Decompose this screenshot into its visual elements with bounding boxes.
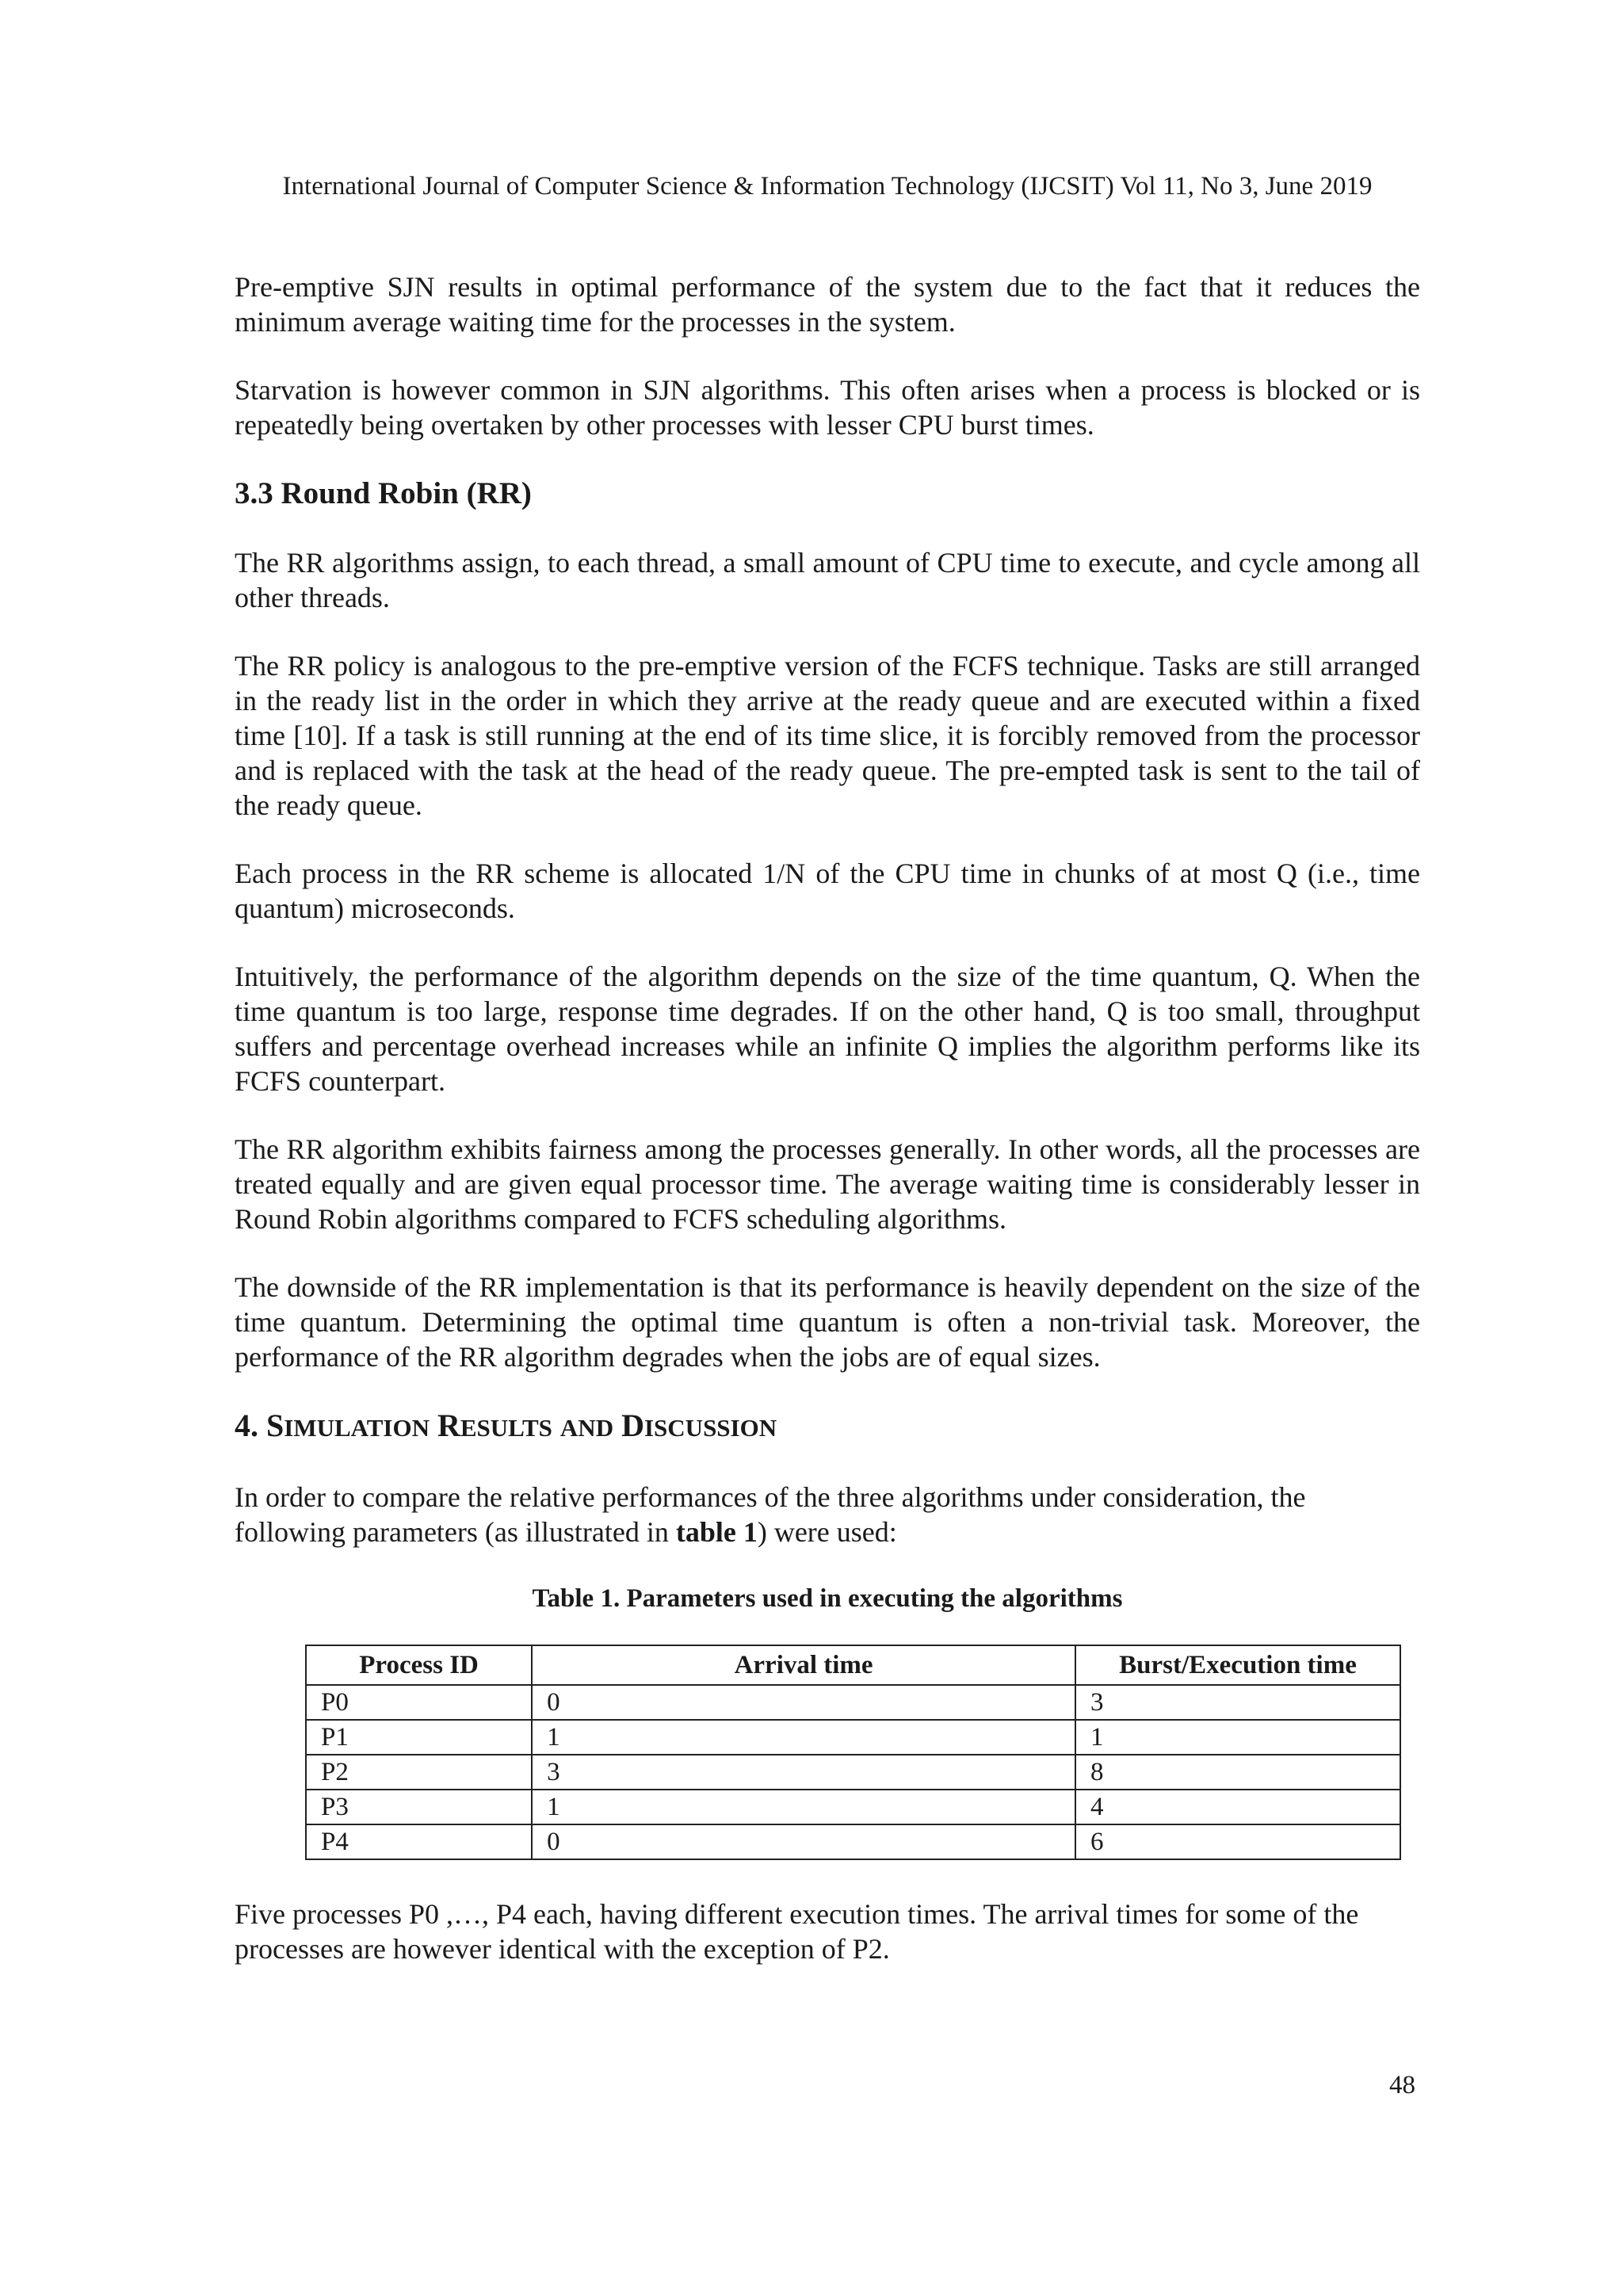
paragraph-rr-intro: The RR algorithms assign, to each thread, a small amount of CPU time to execute, and cycle among all other threads. [235,547,1420,613]
paragraph-text-before: In order to compare the relative performances of the three algorithms under consideration, the following parameters (as illustrated in [235,1481,1306,1548]
cell-process-id: P4 [306,1824,532,1859]
page-number: 48 [1389,2071,1415,2099]
heading-word-and: AND [559,1414,614,1442]
table-header-row [306,1645,1400,1685]
cell-arrival-time: 1 [532,1790,1075,1824]
heading-initial-s: S [266,1408,285,1443]
paragraph-text-after: ) were used: [757,1516,897,1548]
cell-arrival-time: 0 [532,1824,1075,1859]
running-header: International Journal of Computer Science & Information Technology (IJCSIT) Vol 11, No 3, June 2019 [282,172,1373,201]
cell-process-id: P2 [306,1755,532,1790]
table-row [306,1720,1400,1755]
heading-initial-r: R [437,1408,460,1443]
cell-process-id: P3 [306,1790,532,1824]
cell-arrival-time: 3 [532,1755,1075,1790]
cell-burst-time: 4 [1075,1790,1400,1824]
cell-arrival-time: 1 [532,1720,1075,1755]
cell-process-id: P0 [306,1685,532,1720]
section-number: 4. [235,1408,266,1443]
paragraph-rr-quantum: Intuitively, the performance of the algorithm depends on the size of the time quantum, Q. When the time quantum is too large, response time degrades. If on the other hand, Q is too small, throughput suffers and percentage overhead increases while an infinite Q implies the algorithm performs like its FCFS counterpart. [235,961,1420,1097]
header-process-id: Process ID [306,1645,532,1685]
paragraph-rr-allocation: Each process in the RR scheme is allocated 1/N of the CPU time in chunks of at most Q (i.e., time quantum) microseconds. [235,858,1420,924]
table-reference: table 1 [675,1516,758,1548]
page-content [235,269,1420,2000]
paragraph-sjn-optimal: Pre-emptive SJN results in optimal performance of the system due to the fact that it reduces the minimum average waiting time for the processes in the system. [235,271,1420,338]
cell-arrival-time: 0 [532,1685,1075,1720]
header-burst-time: Burst/Execution time [1075,1645,1400,1685]
paragraph-process-summary: Five processes P0 ,…, P4 each, having different execution times. The arrival times for some of the processes are however identical with the exception of P2. [235,1898,1359,1965]
section-heading-round-robin: 3.3 Round Robin (RR) [235,476,532,510]
paragraph-comparison-intro [235,1480,1420,1549]
heading-word-simulation: IMULATION [284,1414,430,1442]
cell-process-id: P1 [306,1720,532,1755]
cell-burst-time: 1 [1075,1720,1400,1755]
paragraph-rr-fairness: The RR algorithm exhibits fairness among the processes generally. In other words, all the processes are treated equally and are given equal processor time. The average waiting time is considerably lesser in Round Robin algorithms compared to FCFS scheduling algorithms. [235,1133,1420,1235]
cell-burst-time: 3 [1075,1685,1400,1720]
paragraph-rr-policy: The RR policy is analogous to the pre-emptive version of the FCFS technique. Tasks are still arranged in the ready list in the order in which they arrive at the ready queue and are executed within a fixed time [10]. If a task is still running at the end of its time slice, it is forcibly removed from the processor and is replaced with the task at the head of the ready queue. The pre-empted task is sent to the tail of the ready queue. [235,650,1420,821]
header-arrival-time: Arrival time [532,1645,1075,1685]
cell-burst-time: 6 [1075,1824,1400,1859]
table-row [306,1824,1400,1859]
table-caption: Table 1. Parameters used in executing the algorithms [532,1584,1123,1613]
heading-initial-d: D [621,1408,644,1443]
heading-word-discussion: ISCUSSION [643,1414,777,1442]
paragraph-rr-downside: The downside of the RR implementation is that its performance is heavily dependent on the size of the time quantum. Determining the optimal time quantum is often a non-trivial task. Moreover, the performance of the RR algorithm degrades when the jobs are of equal sizes. [235,1271,1420,1373]
heading-word-results: ESULTS [460,1414,552,1442]
cell-burst-time: 8 [1075,1755,1400,1790]
section-heading-simulation-results [235,1408,1420,1446]
table-row [306,1685,1400,1720]
parameters-table [305,1645,1401,1860]
table-row [306,1755,1400,1790]
paragraph-sjn-starvation: Starvation is however common in SJN algorithms. This often arises when a process is blocked or is repeatedly being overtaken by other processes with lesser CPU burst times. [235,374,1420,441]
table-row [306,1790,1400,1824]
